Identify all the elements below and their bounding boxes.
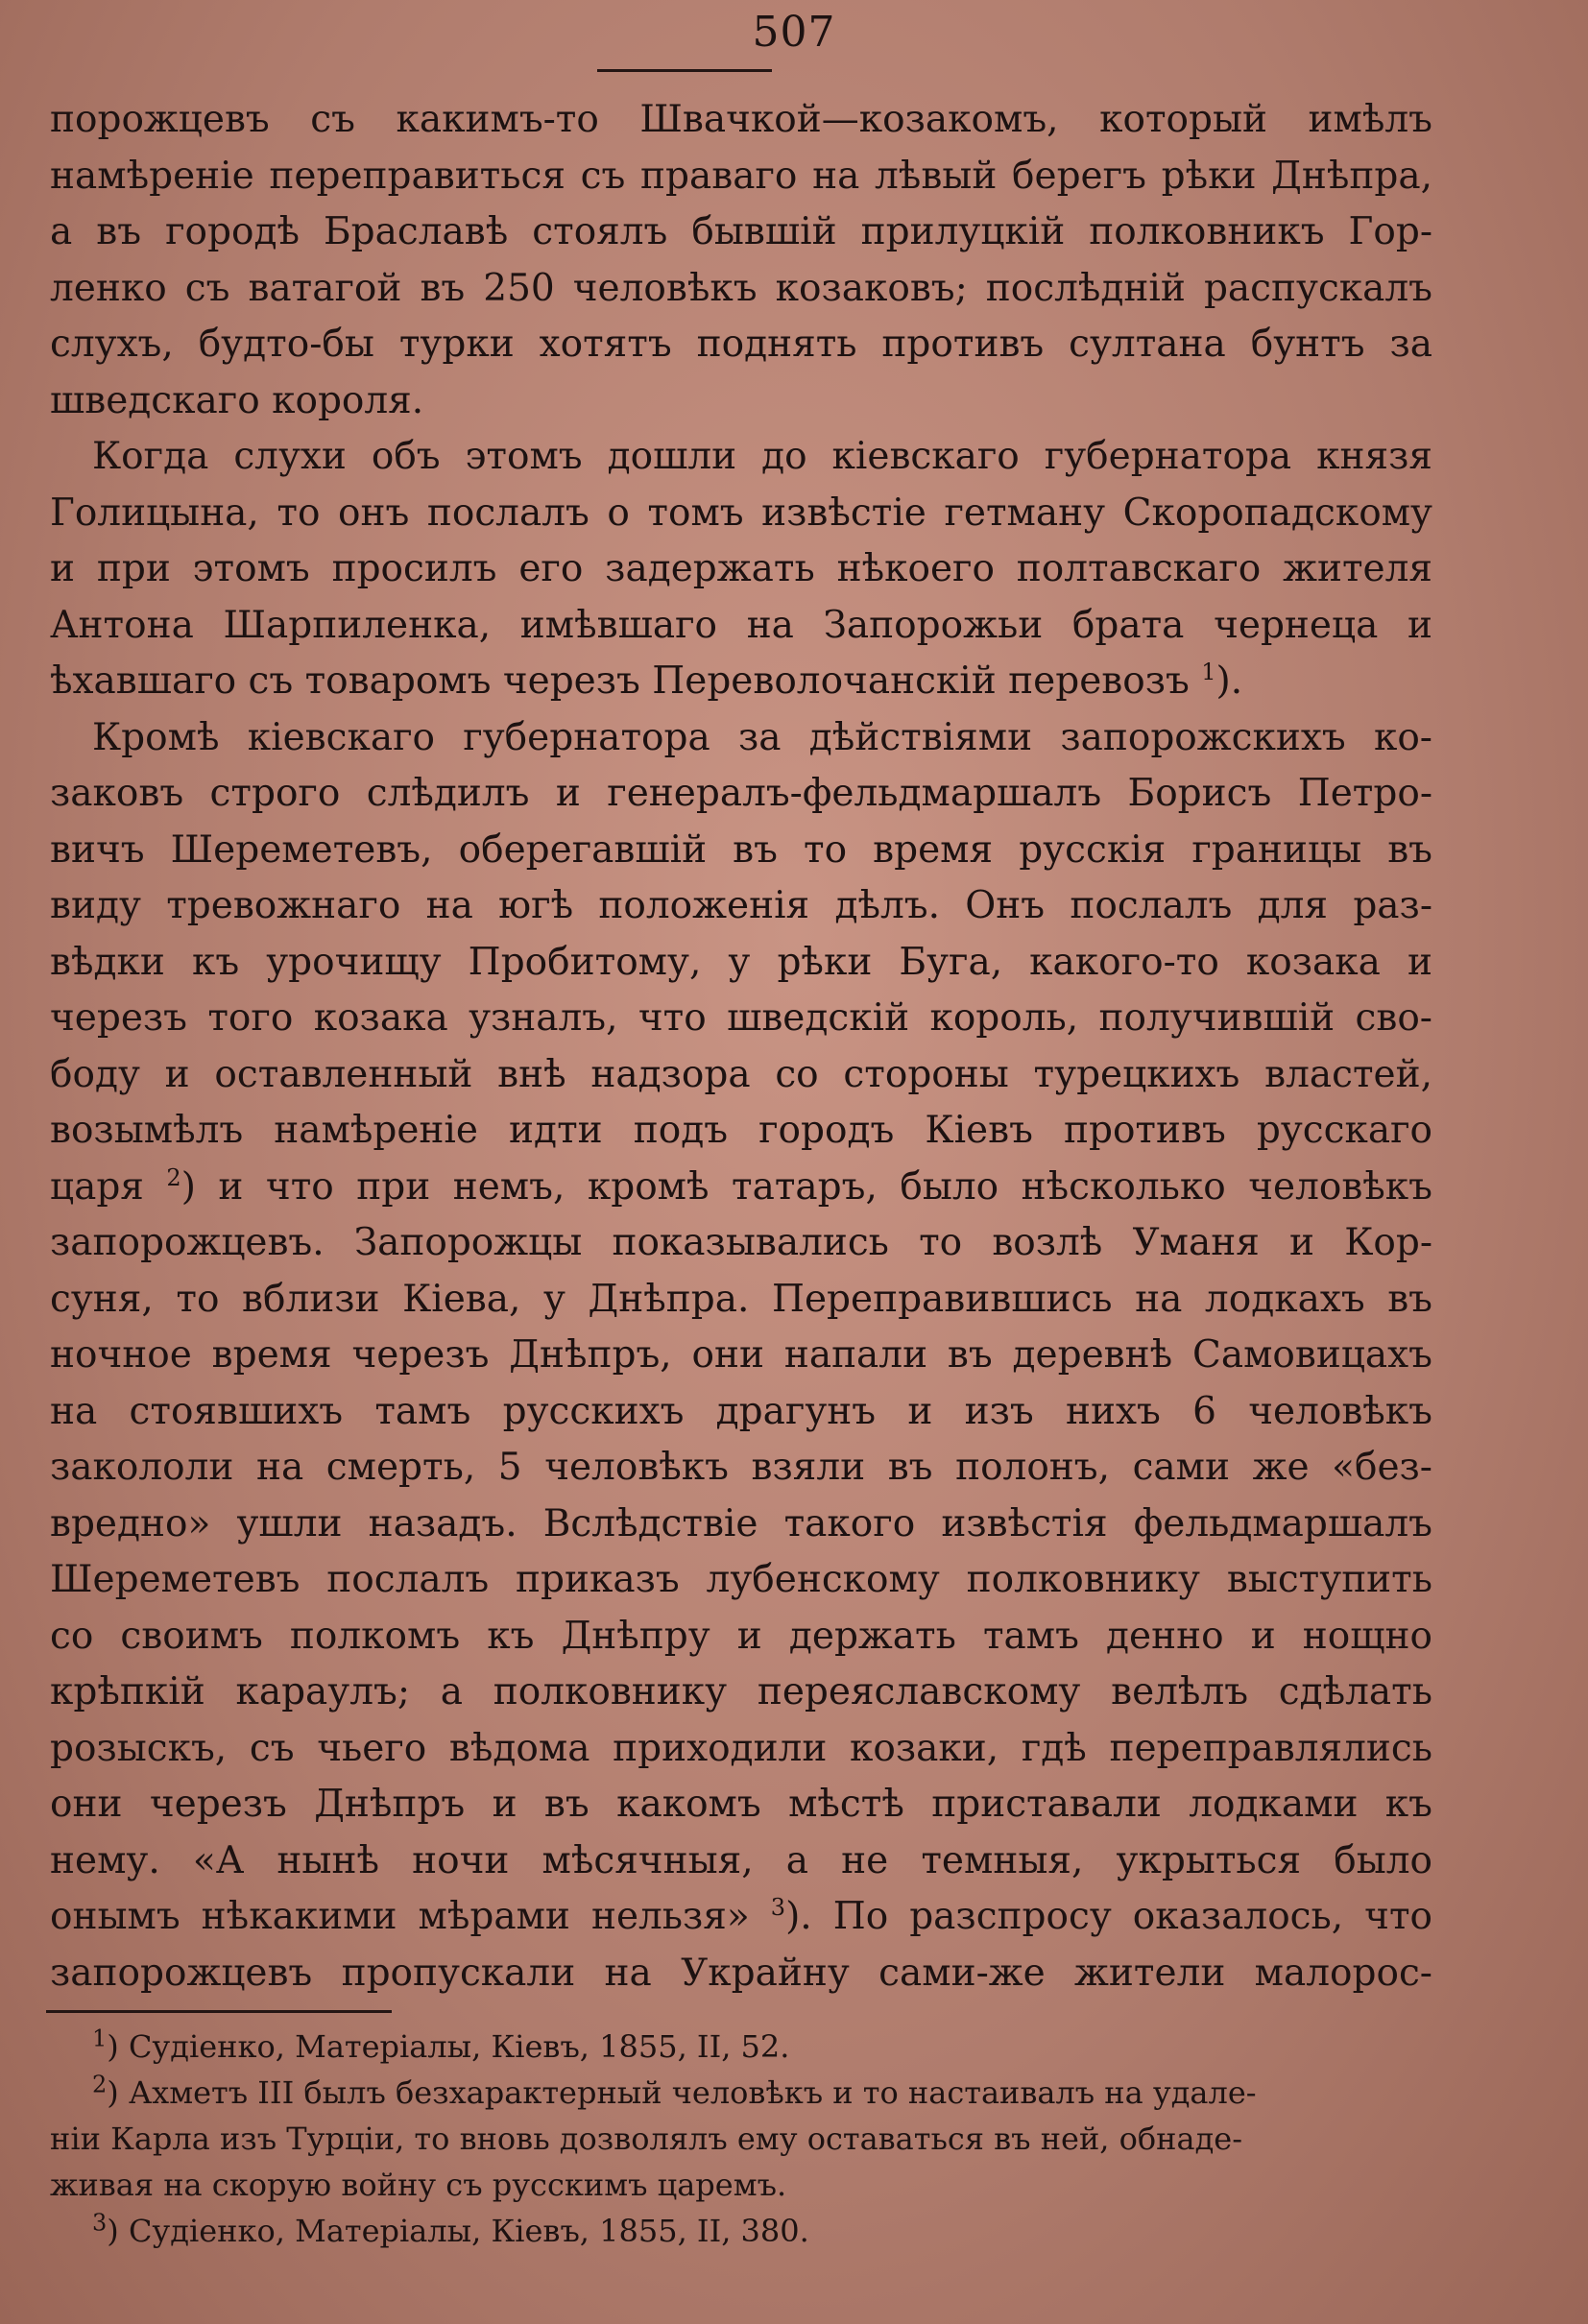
body-text <box>50 92 1432 2001</box>
paragraph-3 <box>50 710 1432 2002</box>
text-line: Голицына, то онъ послалъ о томъ извѣстіе гетману Скоропадскому <box>50 491 1432 535</box>
text-line: Когда слухи объ этомъ дошли до кіевскаго губернатора князя <box>92 435 1432 478</box>
footnote-text-line: ніи Карла изъ Турціи, то вновь дозволялъ ему оставаться въ ней, обнаде- <box>50 2120 1243 2157</box>
header-rule <box>597 69 772 72</box>
text-line: шведскаго короля. <box>50 378 424 422</box>
text-segment: ) и что при немъ, кромѣ татаръ, было нѣсколько человѣкъ <box>180 1164 1432 1209</box>
text-line: а въ городѣ Браславѣ стоялъ бывшій прилуцкій полковникъ Гор- <box>50 210 1432 253</box>
text-line: крѣпкій караулъ; а полковнику переяславскому велѣлъ сдѣлать <box>50 1670 1432 1713</box>
text-line: виду тревожнаго на югѣ положенія дѣлъ. Онъ послалъ для раз- <box>50 884 1432 927</box>
text-line: на стоявшихъ тамъ русскихъ драгунъ и изъ нихъ 6 человѣкъ <box>50 1389 1432 1433</box>
footnotes <box>50 2024 1432 2254</box>
text-line: вредно» ушли назадъ. Вслѣдствіе такого извѣстія фельдмаршалъ <box>50 1501 1432 1545</box>
text-line: запорожцевъ. Запорожцы показывались то возлѣ Уманя и Кор- <box>50 1221 1432 1264</box>
footnote-text: ) Судіенко, Матеріалы, Кіевъ, 1855, II, 52. <box>107 2028 790 2065</box>
footnote-ref: 3 <box>770 1894 786 1921</box>
text-line: Шереметевъ послалъ приказъ лубенскому полковнику выступить <box>50 1558 1432 1601</box>
footnote-text: ) Судіенко, Матеріалы, Кіевъ, 1855, II, 380. <box>107 2213 809 2249</box>
footnote-rule <box>46 2010 392 2013</box>
text-segment: ). По разспросу оказалось, что <box>785 1895 1432 1938</box>
text-line: нему. «А нынѣ ночи мѣсячныя, а не темныя, укрыться было <box>50 1838 1432 1882</box>
footnote-marker: 3 <box>92 2209 108 2237</box>
text-line: со своимъ полкомъ къ Днѣпру и держать тамъ денно и нощно <box>50 1614 1432 1658</box>
text-line: и при этомъ просилъ его задержать нѣкоего полтавскаго жителя <box>50 547 1432 590</box>
text-line: вѣдки къ урочищу Пробитому, у рѣки Буга, какого-то козака и <box>50 940 1432 984</box>
text-line: ленко съ ватагой въ 250 человѣкъ козаковъ; послѣдній распускалъ <box>50 266 1432 310</box>
footnote-ref: 1 <box>1201 659 1216 685</box>
text-line: закололи на смерть, 5 человѣкъ взяли въ полонъ, сами же «без- <box>50 1446 1432 1489</box>
footnote-1 <box>50 2024 1432 2070</box>
text-line: слухъ, будто-бы турки хотятъ поднять противъ султана бунтъ за <box>50 323 1432 366</box>
text-line: боду и оставленный внѣ надзора со стороны турецкихъ властей, <box>50 1052 1432 1096</box>
footnote-marker: 2 <box>92 2071 108 2098</box>
paragraph-1 <box>50 92 1432 429</box>
text-line: они черезъ Днѣпръ и въ какомъ мѣстѣ приставали лодками къ <box>50 1783 1432 1826</box>
text-line <box>50 1889 1432 1946</box>
text-line: вичъ Шереметевъ, оберегавшій въ то время русскія границы въ <box>50 827 1432 872</box>
text-segment: онымъ нѣкакими мѣрами нельзя» <box>50 1895 750 1938</box>
text-line: намѣреніе переправиться съ праваго на лѣвый берегъ рѣки Днѣпра, <box>50 154 1432 198</box>
text-line: розыскъ, съ чьего вѣдома приходили козаки, гдѣ переправлялись <box>50 1726 1432 1770</box>
paragraph-2 <box>50 429 1432 710</box>
text-line: черезъ того козака узналъ, что шведскій король, получившій сво- <box>50 996 1432 1040</box>
text-line: Кромѣ кіевскаго губернатора за дѣйствіями запорожскихъ ко- <box>92 715 1432 759</box>
footnote-text: ) Ахметъ III былъ безхарактерный человѣкъ и то настаивалъ на удале- <box>107 2074 1257 2111</box>
text-line <box>50 1160 1432 1216</box>
footnote-marker: 1 <box>92 2025 108 2052</box>
page-number: 507 <box>752 8 836 57</box>
footnote-text-line: живая на скорую войну съ русскимъ царемъ. <box>50 2167 787 2203</box>
footnote-ref: 2 <box>166 1163 181 1191</box>
text-line <box>50 654 1432 710</box>
text-segment: царя <box>50 1164 144 1209</box>
text-line: суня, то вблизи Кіева, у Днѣпра. Переправившись на лодкахъ въ <box>50 1277 1432 1321</box>
footnote-3 <box>50 2208 1432 2254</box>
text-line: запорожцевъ пропускали на Украйну сами-же жители малорос- <box>50 1951 1432 1995</box>
text-segment: ѣхавшаго съ товаромъ черезъ Переволочанскій перевозъ <box>50 659 1190 703</box>
text-line: Антона Шарпиленка, имѣвшаго на Запорожьи брата чернеца и <box>50 603 1432 647</box>
text-line: порожцевъ съ какимъ-то Швачкой—козакомъ, который имѣлъ <box>50 98 1432 141</box>
footnote-2 <box>50 2070 1432 2116</box>
text-line: заковъ строго слѣдилъ и генералъ-фельдмаршалъ Борисъ Петро- <box>50 772 1432 815</box>
text-line: ночное время черезъ Днѣпръ, они напали въ деревнѣ Самовицахъ <box>50 1333 1432 1377</box>
text-line: возымѣлъ намѣреніе идти подъ городъ Кіевъ противъ русскаго <box>50 1109 1432 1152</box>
text-segment: ). <box>1215 659 1243 703</box>
